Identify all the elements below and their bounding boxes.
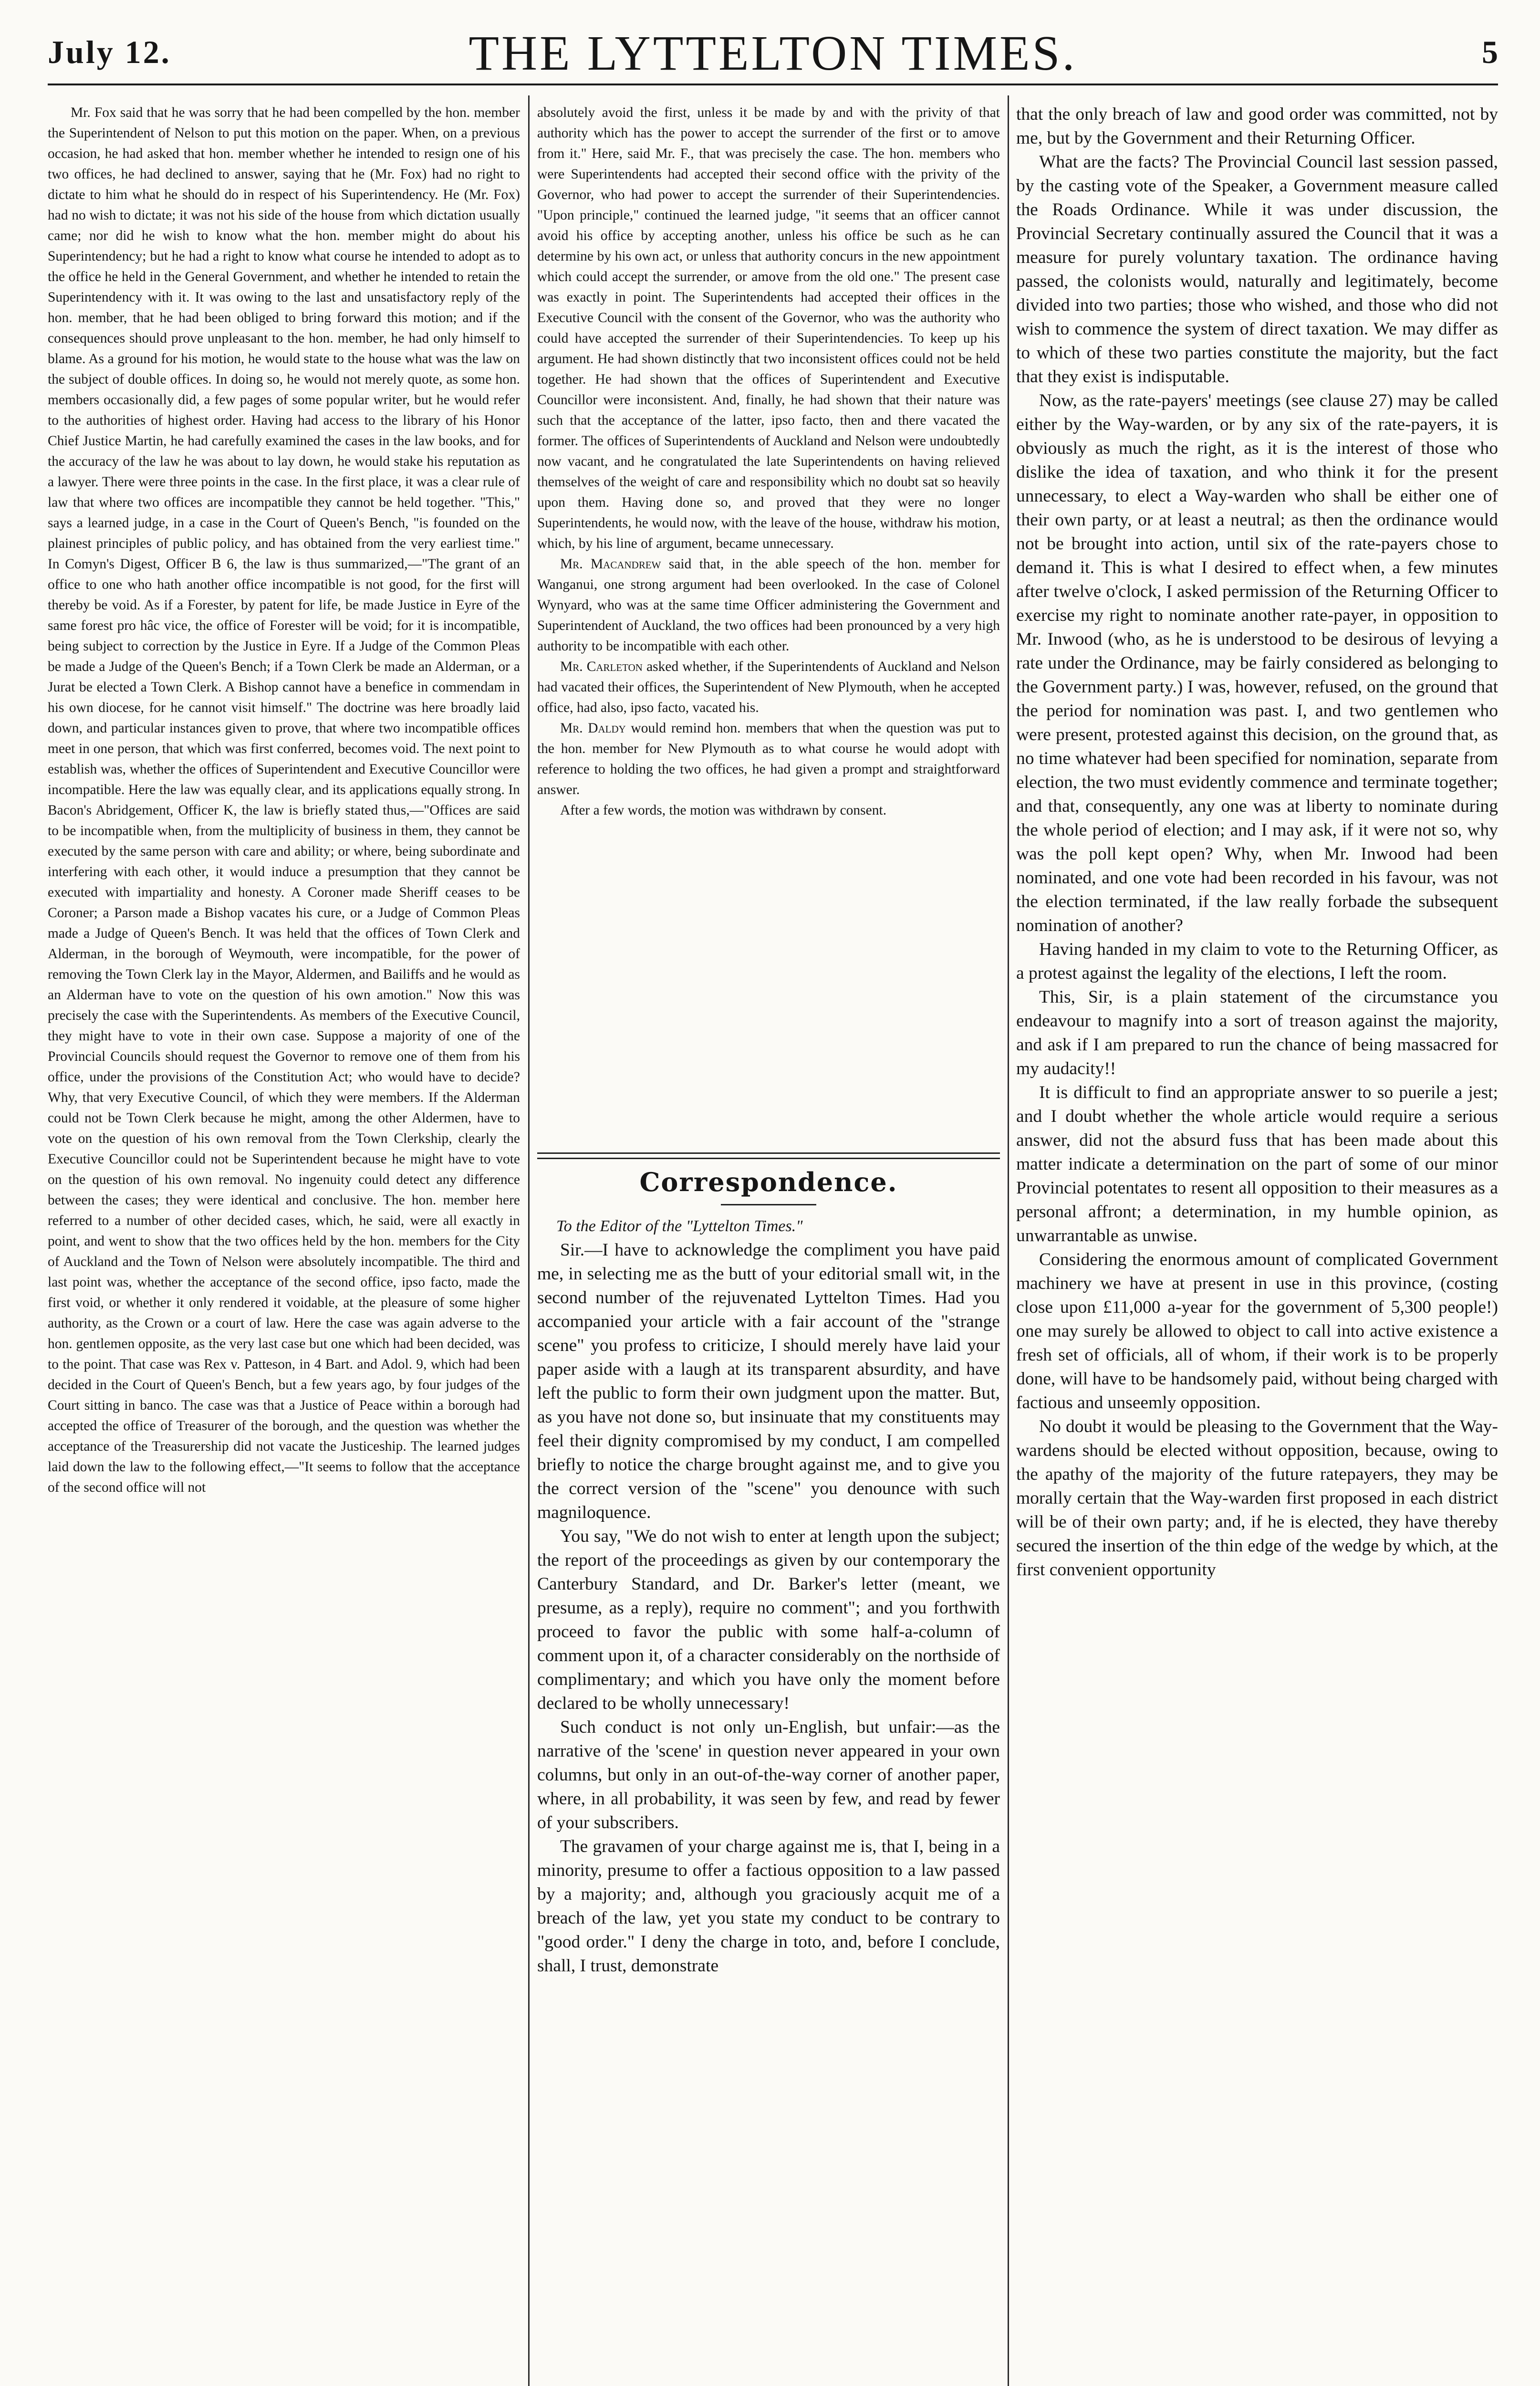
parliamentary-report-paragraph: Mr. Fox said that he was sorry that he had been compelled by the hon. member the Superintendent of Nelson to put this motion on the paper. When, on a previous occasion, he had asked that hon. member whether he intended to resign one of his two offices, he had declined to answer, saying that he (Mr. Fox) had no right to dictate to him what he should do in respect of his Superintendency. He (Mr. Fox) had no wish to dictate; it was not his side of the house from which dictation usually came; nor did he wish to know what the hon. member might do about his Superintendency; but he had a right to know what course he intended to adopt as to the office he held in the General Government, and whether he intended to retain the Superintendency with it. It was owing to the last and unsatisfactory reply of the hon. member, that he had been obliged to bring forward this motion; and if the consequences should prove unpleasant to the hon. member, he had only himself to blame. As a ground for his motion, he would state to the house what was the law on the subject of double offices. In doing so, he would not merely quote, as some hon. members occasionally did, a few pages of some popular writer, but he would refer to the authorities of highest order. Having had access to the library of his Honor Chief Justice Martin, he had carefully examined the cases in the law books, and for the accuracy of the law he was about to lay down, he would stake his reputation as a lawyer. There were three points in the case. In the first place, it was a clear rule of law that where two offices are incompatible they cannot be held together. "This," says a learned judge, in a case in the Court of Queen's Bench, "is founded on the plainest principles of public policy, and has obtained from the very earliest time." In Comyn's Digest, Officer B 6, the law is thus summarized,—"The grant of an office to one who hath another office incompatible is not good, for the first will thereby be void. As if a Forester, by patent for life, be made Justice in Eyre of the same forest pro hâc vice, the office of Forester will be void; for it is incompatible, being subject to correction by the Justice in Eyre. If a Judge of the Common Pleas be made a Judge of the Queen's Bench; if a Town Clerk be made an Alderman, or a Jurat be elected a Town Clerk. A Bishop cannot have a benefice in commendam in his own diocese, for he cannot visit himself." The doctrine was here broadly laid down, and particular instances given to prove, that where two incompatible offices meet in one person, that which was first conferred, becomes void. The next point to establish was, whether the offices of Superintendent and Executive Councillor were incompatible. Here the law was equally clear, and its applications equally strong. In Bacon's Abridgement, Officer K, the law is briefly stated thus,—"Offices are said to be incompatible when, from the multiplicity of business in them, they cannot be executed by the same person with care and ability; or where, being subordinate and interfering with each other, it would induce a presumption that they cannot be executed with impartiality and honesty. A Coroner made Sheriff ceases to be Coroner; a Parson made a Bishop vacates his cure, or a Judge of Common Pleas made a Judge of Queen's Bench. It was held that the offices of Town Clerk and Alderman, in the borough of Weymouth, were incompatible, for the power of removing the Town Clerk lay in the Mayor, Aldermen, and Bailiffs and he would as an Alderman have to vote on the question of his own amotion." Now this was precisely the case with the Superintendents. As members of the Executive Council, they might have to vote in their own case. Suppose a majority of one of the Provincial Councils should request the Governor to remove one of them from his office, under the provisions of the Constitution Act; who would have to decide? Why, that very Executive Council, of which they were members. If the Alderman could not be Town Clerk because he might, among the other Aldermen, have to vote on the question of his own removal from the Town Clerkship, clearly the Executive Councillor could not be Superintendent because he might have to vote on the question of his own removal. No ingenuity could detect any difference between the cases; they were identical and conclusive. The hon. member here referred to a number of other decided cases, which, he said, were all exactly in point, and went to show that the two offices held by the hon. members for the City of Auckland and the Town of Nelson were absolutely incompatible. The third and last point was, whether the acceptance of the second office, ipso facto, made the first void, or whether it only rendered it voidable, at the pleasure of some higher authority, as the Crown or a court of law. Here the case was again adverse to the hon. gentlemen opposite, as the very last case but one which had been decided, was to the point. That case was Rex v. Patteson, in 4 Bart. and Adol. 9, which had been decided in the Court of Queen's Bench, but a few years ago, by four judges of the Court sitting in banco. The case was that a Justice of Peace within a borough had accepted the office of Treasurer of the borough, and the question was whether the acceptance of the Treasurership did not vacate the Justiceship. The learned judges laid down the law to the following effect,—"It seems to follow that the acceptance of the second office will not: [48, 105, 520, 1495]
newspaper-title: THE LYTTELTON TIMES.: [468, 26, 1077, 81]
speaker-name: Mr. Macandrew: [560, 556, 661, 572]
speech-text: would remind hon. members that when the question was put to the hon. member for New Plymouth as to what course he would adopt with reference to holding the two offices, he had given a prompt and straightforward answer.: [537, 721, 1000, 797]
column-2: [537, 103, 1000, 821]
section-heading: Correspondence.: [639, 1167, 898, 1197]
double-rule: [537, 1152, 1000, 1159]
letter-column: [537, 1214, 1000, 1978]
speech-text: said that, in the able speech of the hon. member for Wanganui, one strong argument had been overlooked. In the case of Colonel Wynyard, who was at the same time Officer administering the Government and Superintendent of Auckland, the two offices had been pronounced by a very high authority to be incompatible with each other.: [537, 556, 1000, 654]
closing-paragraph: After a few words, the motion was withdrawn by consent.: [560, 803, 887, 818]
letter-paragraph: The gravamen of your charge against me is, that I, being in a minority, presume to offer a factious opposition to a law passed by a majority; and, although you graciously acquit me of a breach of the law, yet you state my conduct to be contrary to "good order." I deny the charge in toto, and, before I conclude, shall, I trust, demonstrate: [537, 1837, 1000, 1976]
page-number: 5: [1482, 34, 1498, 70]
letter-paragraph: Having handed in my claim to vote to the Returning Officer, as a protest against the legality of the elections, I left the room.: [1016, 940, 1498, 983]
carleton-paragraph: [537, 657, 1000, 718]
correspondence-heading-block: [537, 1152, 1000, 1210]
letter-paragraph: This, Sir, is a plain statement of the circumstance you endeavour to magnify into a sort of treason against the majority, and ask if I am prepared to run the chance of being massacred for my audacity!!: [1016, 987, 1498, 1078]
daldy-paragraph: [537, 718, 1000, 800]
letter-paragraph: Now, as the rate-payers' meetings (see clause 27) may be called either by the Way-warden, or by any six of the rate-payers, it is obviously as much the right, as it is the interest of those who dislike the idea of taxation, and who think it for the present unnecessary, to elect a Way-warden who shall be either one of their own party, or at least a neutral; as then the ordinance would not be brought into action, until six of the rate-payers chose to demand it. This is what I desired to effect when, a few minutes after twelve o'clock, I asked permission of the Returning Officer to exercise my right to nominate another rate-payer, in opposition to Mr. Inwood (who, as he is understood to be desirous of levying a rate under the Ordinance, may be fairly considered as belonging to the Government party.) I was, however, refused, on the ground that the period for nomination was past. I, and two gentlemen who were present, protested against this decision, on the ground that, as no time whatever had been specified for nomination, separate from election, the two must evidently commence and terminate together; and that, consequently, any one was at liberty to nominate during the whole period of election; and I may ask, if it were not so, why was the poll kept open? Why, when Mr. Inwood had been nominated, and one vote had been recorded in his favour, was not the election terminated, if the law really forbade the subsequent nomination of another?: [1016, 391, 1498, 935]
report-continued-paragraph: absolutely avoid the first, unless it be made by and with the privity of that authority which has the power to accept the surrender of the first or to amove from it." Here, said Mr. F., that was precisely the case. The hon. members who were Superintendents had accepted their second office with the privity of the Governor, who had power to accept the surrender of their Superintendencies. "Upon principle," continued the learned judge, "it seems that an officer cannot avoid his office by accepting another, unless his office be such as he can determine by his own act, or unless that authority concurs in the new appointment which could accept the surrender, or amove from the old one." The present case was exactly in point. The Superintendents had accepted their offices in the Executive Council with the consent of the Governor, who was the authority who could have accepted the surrender of their Superintendencies. To keep up his argument. He had shown distinctly that two inconsistent offices could not be held together. He had shown that the offices of Superintendent and Executive Councillor were inconsistent. And, finally, he had shown that their nature was such that the acceptance of the latter, ipso facto, then and there vacated the former. The offices of Superintendents of Auckland and Nelson were undoubtedly now vacant, and he congratulated the late Superintendents on having relieved themselves of the weight of care and responsibility which no doubt sat so heavily upon them. Having done so, and proved that they were no longer Superintendents, he would now, with the leave of the house, withdraw his motion, which, by his line of argument, became unnecessary.: [537, 105, 1000, 551]
letter-paragraph: What are the facts? The Provincial Council last session passed, by the casting vote of the Speaker, a Government measure called the Roads Ordinance. While it was under discussion, the Provincial Secretary continually assured the Council that it was a measure for purely voluntary taxation. The ordinance having passed, the colonists would, naturally and legitimately, become divided into two parties; those who wished, and those who did not wish to commence the system of direct taxation. We may differ as to which of these two parties constitute the majority, but the fact that they exist is indisputable.: [1016, 152, 1498, 387]
column-divider-2: [1008, 95, 1009, 2386]
macandrew-paragraph: [537, 554, 1000, 657]
column-divider-1: [528, 95, 530, 2386]
column-1: [48, 103, 520, 1498]
letter-paragraph: Sir.—I have to acknowledge the compliment you have paid me, in selecting me as the butt of your editorial small wit, in the second number of the rejuvenated Lyttelton Times. Had you accompanied your article with a fair account of the "strange scene" you profess to criticize, I should merely have laid your paper aside with a laugh at its transparent absurdity, and have left the public to form their own judgment upon the matter. But, as you have not done so, but insinuate that my constituents may feel their dignity compromised by my conduct, I am compelled briefly to notice the charge brought against me, and to give you the correct version of the "scene" you denounce with such magniloquence.: [537, 1240, 1000, 1522]
header-rule: [48, 84, 1498, 85]
speech-text: asked whether, if the Superintendents of Auckland and Nelson had vacated their offices, the Superintendent of New Plymouth, when he accepted office, had also, ipso facto, vacated his.: [537, 659, 1000, 715]
column-3: [1016, 103, 1498, 1582]
speaker-name: Mr. Daldy: [560, 721, 626, 736]
letter-paragraph: No doubt it would be pleasing to the Government that the Way-wardens should be elected without opposition, because, owing to the apathy of the majority of the future ratepayers, they may be morally certain that the Way-warden first proposed in each district will be of their own party; and, if he is elected, they have thereby secured the insertion of the thin edge of the wedge by which, at the first convenient opportunity: [1016, 1417, 1498, 1580]
letter-paragraph: Such conduct is not only un-English, but unfair:—as the narrative of the 'scene' in question never appeared in your own columns, but only in an out-of-the-way corner of another paper, where, in all probability, it was seen by few, and read by fewer of your subscribers.: [537, 1717, 1000, 1832]
letter-paragraph: that the only breach of law and good order was committed, not by me, but by the Government and their Returning Officer.: [1016, 105, 1498, 148]
letter-paragraph: Considering the enormous amount of complicated Government machinery we have at present in use in this province, (costing close upon £11,000 a-year for the government of 5,300 people!) one may surely be allowed to object to call into active existence a fresh set of officials, all of whom, if their work is to be properly done, will have to be handsomely paid, without being charged with factious and unseemly opposition.: [1016, 1250, 1498, 1413]
masthead: [48, 14, 1498, 81]
letter-paragraph: You say, "We do not wish to enter at length upon the subject; the report of the proceedings as given by our contemporary the Canterbury Standard, and Dr. Barker's letter (meant, we presume, as a reply), require no comment"; and you forthwith proceed to favor the public with some half-a-column of comment upon it, of a character considerably on the northside of complimentary; and which you have only the moment before declared to be wholly unnecessary!: [537, 1527, 1000, 1713]
short-rule: [721, 1204, 816, 1205]
letter-salutation: To the Editor of the "Lyttelton Times.": [556, 1217, 803, 1235]
letter-paragraph: It is difficult to find an appropriate answer to so puerile a jest; and I doubt whether the whole article would require a serious answer, did not the absurd fuss that has been made about this matter indicate a determination on the part of some of our minor Provincial potentates to resent all opposition to their measures as a personal affront; a determination, in my humble opinion, as unwarrantable as unwise.: [1016, 1083, 1498, 1245]
speaker-name: Mr. Carleton: [560, 659, 643, 674]
issue-date: July 12.: [48, 34, 171, 70]
